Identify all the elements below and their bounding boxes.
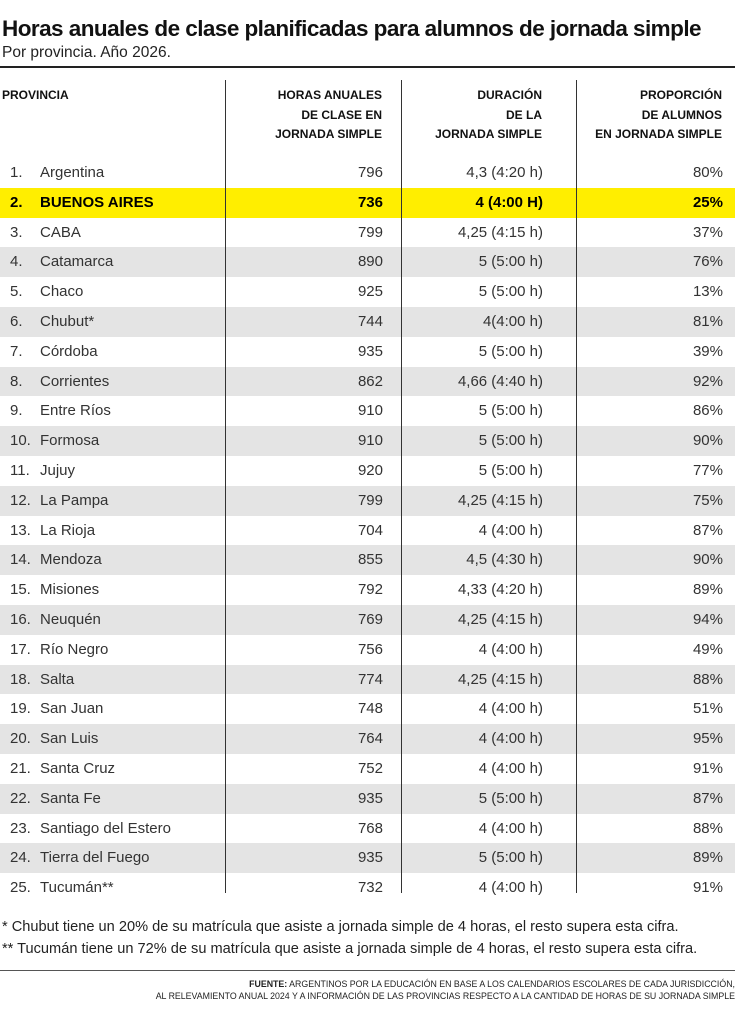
row-proporcion: 86% xyxy=(692,402,723,420)
row-duracion: 4,25 (4:15 h) xyxy=(457,610,543,628)
row-rank: 9. xyxy=(10,402,23,420)
table-row xyxy=(0,694,735,724)
row-horas: 910 xyxy=(357,432,383,450)
row-provincia: Santa Fe xyxy=(40,789,101,807)
header-proporcion xyxy=(578,86,722,145)
row-duracion: 5 (5:00 h) xyxy=(478,849,543,867)
row-proporcion: 88% xyxy=(692,819,723,837)
header-proporcion-line: PROPORCIÓN xyxy=(639,88,722,102)
row-proporcion: 90% xyxy=(692,551,723,569)
row-proporcion: 94% xyxy=(692,610,723,628)
row-proporcion: 89% xyxy=(692,581,723,599)
header-horas-line: JORNADA SIMPLE xyxy=(275,127,382,141)
row-proporcion: 13% xyxy=(692,283,723,301)
row-duracion: 4,25 (4:15 h) xyxy=(457,670,543,688)
row-provincia: Mendoza xyxy=(40,551,102,569)
table-row xyxy=(0,605,735,635)
row-duracion: 5 (5:00 h) xyxy=(478,789,543,807)
table-row xyxy=(0,188,735,218)
source-text: ARGENTINOS POR LA EDUCACIÓN EN BASE A LOS CALENDARIOS ESCOLARES DE CADA JURISDICCIÓN, xyxy=(287,979,735,989)
source-credit xyxy=(0,978,735,1002)
row-rank: 25. xyxy=(10,879,31,897)
column-divider xyxy=(401,80,402,893)
row-provincia: La Pampa xyxy=(40,491,109,509)
header-duracion-line: JORNADA SIMPLE xyxy=(435,127,542,141)
row-proporcion: 39% xyxy=(692,342,723,360)
row-proporcion: 37% xyxy=(692,223,723,241)
row-rank: 8. xyxy=(10,372,23,390)
table-row xyxy=(0,367,735,397)
source-label: FUENTE: xyxy=(249,979,288,989)
row-rank: 24. xyxy=(10,849,31,867)
header-proporcion-line: DE ALUMNOS xyxy=(641,107,722,122)
row-provincia: Santa Cruz xyxy=(40,759,116,777)
row-horas: 752 xyxy=(357,759,383,777)
row-rank: 6. xyxy=(10,312,23,330)
row-duracion: 4(4:00 h) xyxy=(482,312,543,330)
row-rank: 11. xyxy=(10,461,30,479)
row-duracion: 4,3 (4:20 h) xyxy=(466,164,543,181)
row-duracion: 4 (4:00 h) xyxy=(478,521,543,539)
table-row xyxy=(0,575,735,605)
row-duracion: 4,33 (4:20 h) xyxy=(457,581,543,599)
row-provincia: BUENOS AIRES xyxy=(40,193,154,211)
row-provincia: Jujuy xyxy=(40,461,76,479)
row-duracion: 5 (5:00 h) xyxy=(478,283,543,301)
row-horas: 935 xyxy=(357,789,383,807)
column-divider xyxy=(225,80,226,893)
table-row xyxy=(0,486,735,516)
row-duracion: 5 (5:00 h) xyxy=(478,461,543,479)
row-provincia: Tierra del Fuego xyxy=(40,849,150,867)
row-rank: 16. xyxy=(10,610,31,628)
row-proporcion: 90% xyxy=(692,432,723,450)
row-proporcion: 49% xyxy=(692,640,723,658)
table-row xyxy=(0,873,735,903)
row-provincia: Formosa xyxy=(40,432,100,450)
row-provincia: Misiones xyxy=(40,581,100,599)
row-duracion: 4,25 (4:15 h) xyxy=(457,223,543,241)
row-horas: 799 xyxy=(357,223,383,241)
footnotes xyxy=(2,916,697,960)
row-rank: 23. xyxy=(10,819,31,837)
row-rank: 17. xyxy=(10,640,31,658)
header-horas-line: DE CLASE EN xyxy=(301,107,382,122)
row-horas: 855 xyxy=(357,551,383,569)
row-provincia: Neuquén xyxy=(40,610,101,628)
row-horas: 704 xyxy=(357,521,383,539)
row-duracion: 4 (4:00 h) xyxy=(478,819,543,837)
row-provincia: Tucumán** xyxy=(40,879,114,897)
row-proporcion: 25% xyxy=(692,193,723,211)
row-provincia: La Rioja xyxy=(40,521,96,539)
row-proporcion: 87% xyxy=(692,789,723,807)
row-proporcion: 76% xyxy=(692,253,723,271)
row-provincia: Chaco xyxy=(40,283,84,301)
row-duracion: 4,5 (4:30 h) xyxy=(466,551,543,569)
table-body xyxy=(0,158,735,903)
table-row xyxy=(0,426,735,456)
table-row xyxy=(0,665,735,695)
row-rank: 13. xyxy=(10,521,31,539)
table-row xyxy=(0,635,735,665)
row-rank: 5. xyxy=(10,283,23,301)
row-duracion: 4,25 (4:15 h) xyxy=(457,491,543,509)
header-duracion-line: DE LA xyxy=(506,107,542,122)
row-rank: 18. xyxy=(10,670,31,688)
table-row xyxy=(0,843,735,873)
row-horas: 769 xyxy=(357,610,383,628)
table-row xyxy=(0,218,735,248)
header-provincia: PROVINCIA xyxy=(2,88,69,102)
row-proporcion: 91% xyxy=(692,879,723,897)
header-duracion xyxy=(404,86,542,145)
row-provincia: Corrientes xyxy=(40,372,110,390)
row-proporcion: 75% xyxy=(692,491,723,509)
row-provincia: Catamarca xyxy=(40,253,114,271)
row-proporcion: 81% xyxy=(692,312,723,330)
row-duracion: 4 (4:00 h) xyxy=(478,700,543,718)
table-row xyxy=(0,754,735,784)
row-proporcion: 51% xyxy=(692,700,723,718)
table-row xyxy=(0,814,735,844)
row-horas: 799 xyxy=(357,491,383,509)
row-horas: 925 xyxy=(357,283,383,301)
row-horas: 792 xyxy=(357,581,383,599)
row-provincia: Chubut* xyxy=(40,312,95,330)
row-horas: 744 xyxy=(357,312,383,330)
row-rank: 10. xyxy=(10,432,31,450)
row-duracion: 4 (4:00 h) xyxy=(478,879,543,897)
row-rank: 4. xyxy=(10,253,23,271)
row-proporcion: 87% xyxy=(692,521,723,539)
table-row xyxy=(0,158,735,188)
row-horas: 796 xyxy=(357,164,383,181)
header-horas xyxy=(230,86,382,145)
row-rank: 19. xyxy=(10,700,31,718)
row-horas: 732 xyxy=(357,879,383,897)
row-rank: 21. xyxy=(10,759,31,777)
row-provincia: San Juan xyxy=(40,700,104,718)
row-horas: 920 xyxy=(357,461,383,479)
table-row xyxy=(0,724,735,754)
row-proporcion: 80% xyxy=(692,164,723,181)
header-horas-line: HORAS ANUALES xyxy=(277,88,382,102)
row-rank: 2. xyxy=(10,193,23,211)
row-rank: 15. xyxy=(10,581,31,599)
row-provincia: Córdoba xyxy=(40,342,98,360)
source-line-2: AL RELEVAMIENTO ANUAL 2024 Y A INFORMACIÓN DE LAS PROVINCIAS RESPECTO A LA CANTIDAD DE HORAS DE SU JORNADA SIMPLE xyxy=(155,991,735,1001)
chart-subtitle: Por provincia. Año 2026. xyxy=(2,44,171,61)
row-provincia: Salta xyxy=(40,670,75,688)
table-row xyxy=(0,784,735,814)
row-horas: 890 xyxy=(357,253,383,271)
row-duracion: 5 (5:00 h) xyxy=(478,432,543,450)
chart-title: Horas anuales de clase planificadas para alumnos de jornada simple xyxy=(2,16,701,41)
row-rank: 22. xyxy=(10,789,31,807)
row-proporcion: 91% xyxy=(692,759,723,777)
row-provincia: CABA xyxy=(40,223,81,241)
row-duracion: 4 (4:00 H) xyxy=(475,193,543,211)
source-line-1 xyxy=(0,978,735,990)
row-rank: 12. xyxy=(10,491,31,509)
footnote-tucuman: ** Tucumán tiene un 72% de su matrícula que asiste a jornada simple de 4 horas, el resto supera esta cifra. xyxy=(2,941,698,957)
row-horas: 748 xyxy=(357,700,383,718)
row-horas: 862 xyxy=(357,372,383,390)
row-provincia: Río Negro xyxy=(40,640,109,658)
column-divider xyxy=(576,80,577,893)
row-horas: 910 xyxy=(357,402,383,420)
row-provincia: Santiago del Estero xyxy=(40,819,171,837)
row-rank: 3. xyxy=(10,223,23,241)
row-horas: 756 xyxy=(357,640,383,658)
row-horas: 774 xyxy=(357,670,383,688)
row-duracion: 4 (4:00 h) xyxy=(478,759,543,777)
table-row xyxy=(0,396,735,426)
table-row xyxy=(0,337,735,367)
row-duracion: 5 (5:00 h) xyxy=(478,402,543,420)
table-row xyxy=(0,307,735,337)
row-proporcion: 77% xyxy=(692,461,723,479)
table-row xyxy=(0,456,735,486)
header-duracion-line: DURACIÓN xyxy=(477,88,542,102)
bottom-rule xyxy=(0,970,735,971)
row-horas: 768 xyxy=(357,819,383,837)
row-proporcion: 95% xyxy=(692,730,723,748)
row-horas: 935 xyxy=(357,342,383,360)
row-duracion: 5 (5:00 h) xyxy=(478,253,543,271)
row-rank: 14. xyxy=(10,551,31,569)
row-rank: 20. xyxy=(10,730,31,748)
row-provincia: San Luis xyxy=(40,730,99,748)
row-duracion: 4 (4:00 h) xyxy=(478,640,543,658)
header-proporcion-line: EN JORNADA SIMPLE xyxy=(595,127,722,141)
row-proporcion: 88% xyxy=(692,670,723,688)
footnote-chubut: * Chubut tiene un 20% de su matrícula que asiste a jornada simple de 4 horas, el resto supera esta cifra. xyxy=(2,919,679,935)
row-duracion: 4 (4:00 h) xyxy=(478,730,543,748)
row-horas: 935 xyxy=(357,849,383,867)
table-row xyxy=(0,277,735,307)
row-rank: 7. xyxy=(10,342,23,360)
table-row xyxy=(0,247,735,277)
row-proporcion: 92% xyxy=(692,372,723,390)
table-row xyxy=(0,516,735,546)
table-row xyxy=(0,545,735,575)
row-horas: 736 xyxy=(357,193,383,211)
row-provincia: Argentina xyxy=(40,164,105,181)
row-rank: 1. xyxy=(10,164,23,181)
row-provincia: Entre Ríos xyxy=(40,402,111,420)
row-proporcion: 89% xyxy=(692,849,723,867)
table-header xyxy=(0,68,735,150)
row-duracion: 5 (5:00 h) xyxy=(478,342,543,360)
row-duracion: 4,66 (4:40 h) xyxy=(457,372,543,390)
row-horas: 764 xyxy=(357,730,383,748)
